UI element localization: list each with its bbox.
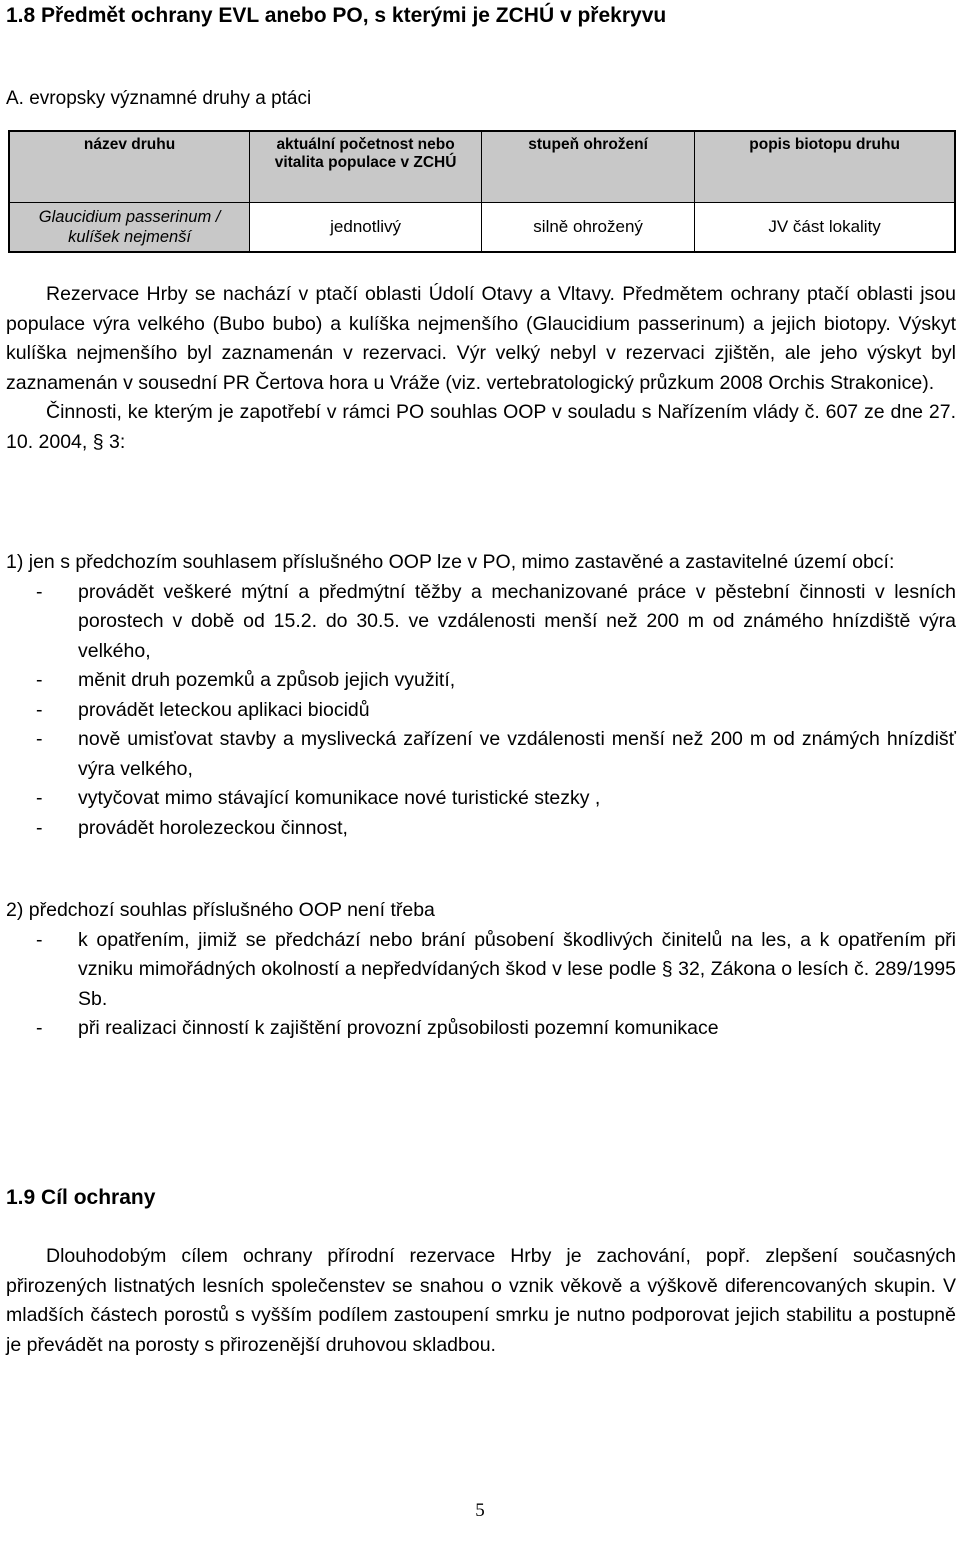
- paragraph-activities: Činnosti, ke kterým je zapotřebí v rámci PO souhlas OOP v souladu s Nařízením vlády č. 607 ze dne 27. 10. 2004, § 3:: [6, 401, 956, 453]
- species-table: [8, 130, 956, 253]
- page-number: 5: [475, 1500, 485, 1521]
- list-item-text: při realizaci činností k zajištění provozní způsobilosti pozemní komunikace: [78, 1017, 719, 1039]
- list-item-text: měnit druh pozemků a způsob jejich využití,: [78, 669, 456, 691]
- list-intro: 1) jen s předchozím souhlasem příslušného OOP lze v PO, mimo zastavěné a zastavitelné území obcí:: [6, 551, 895, 573]
- dash-bullet: -: [36, 816, 43, 839]
- list-item-text: k opatřením, jimiž se předchází nebo brání působení škodlivých činitelů na les, a k opatřením při vzniku mimořádných okolností a nepředvídaných škod v lese podle § 32, Zákona o lesích č. 289/1995 Sb.: [78, 928, 956, 1010]
- section-heading-1-8: 1.8 Předmět ochrany EVL anebo PO, s kterými je ZCHÚ v překryvu: [6, 4, 667, 27]
- list-item: [6, 926, 956, 1015]
- dash-bullet: -: [36, 698, 43, 721]
- list-item-text: provádět veškeré mýtní a předmýtní těžby a mechanizované práce v pěstební činnosti v lesních porostech v době od 15.2. do 30.5. ve vzdálenosti menší než 200 m od známého hnízdiště výra velkého,: [78, 580, 956, 662]
- list-item-text: provádět leteckou aplikaci biocidů: [78, 698, 370, 721]
- dash-bullet: -: [36, 728, 43, 750]
- dash-bullet: -: [36, 669, 43, 691]
- dash-bullet: -: [36, 580, 43, 603]
- list-item-text: nově umisťovat stavby a myslivecká zařízení ve vzdálenosti menší než 200 m od známých hnízdišť výra velkého,: [78, 728, 956, 780]
- list-item: [6, 696, 956, 726]
- list-item: [6, 814, 956, 844]
- cell-population: jednotlivý: [250, 203, 482, 253]
- list-consent-not-required: [6, 896, 956, 1044]
- column-header-habitat: popis biotopu druhu: [695, 131, 955, 203]
- paragraph-goal: [6, 1242, 956, 1360]
- list-item: [6, 578, 956, 667]
- column-header-threat-level: stupeň ohrožení: [482, 131, 695, 203]
- table-header-row: [9, 131, 955, 203]
- cell-habitat: JV část lokality: [695, 203, 955, 253]
- species-name-text: Glaucidium passerinum / kulíšek nejmenší: [38, 208, 221, 246]
- paragraph-bird-area: [6, 280, 956, 457]
- cell-species-name: [9, 203, 250, 253]
- paragraph-text: Dlouhodobým cílem ochrany přírodní rezervace Hrby je zachování, popř. zlepšení současných přirozených listnatých lesních společenstev se snahou o vznik věkově a výškově diferencovaných skupin. V mladších částech porostů s vyšším podílem zastoupení smrku je nutno podporovat jejich stabilitu a postupně je převádět na porosty s přirozenější druhovou skladbou.: [6, 1245, 956, 1356]
- section-heading-1-9: 1.9 Cíl ochrany: [6, 1186, 156, 1209]
- column-header-species-name: název druhu: [9, 131, 250, 203]
- subsection-heading-species: A. evropsky významné druhy a ptáci: [6, 88, 312, 109]
- cell-threat-level: silně ohrožený: [482, 203, 695, 253]
- list-item: [6, 784, 956, 814]
- list-item: [6, 725, 956, 784]
- list-item: [6, 666, 956, 696]
- paragraph-text: Rezervace Hrby se nachází v ptačí oblasti Údolí Otavy a Vltavy. Předmětem ochrany ptačí oblasti jsou populace výra velkého (Bubo bubo) a kulíška nejmenšího (Glaucidium passerinum) a jejich biotopy. Výskyt kulíška nejmenšího byl zaznamenán v rezervaci. Výr velký nebyl v rezervaci zjištěn, ale jeho výskyt byl zaznamenán v sousední PR Čertova hora u Vráže (viz. vertebratologický průzkum 2008 Orchis Strakonice).: [6, 283, 956, 394]
- list-item: [6, 1014, 956, 1044]
- dash-bullet: -: [36, 928, 43, 951]
- table-row: [9, 203, 955, 253]
- column-header-population: aktuální početnost nebo vitalita populace v ZCHÚ: [250, 131, 482, 203]
- list-consent-required: [6, 548, 956, 843]
- list-item-text: vytyčovat mimo stávající komunikace nové turistické stezky ,: [78, 787, 601, 809]
- dash-bullet: -: [36, 787, 43, 809]
- dash-bullet: -: [36, 1017, 43, 1039]
- list-intro: 2) předchozí souhlas příslušného OOP není třeba: [6, 899, 435, 921]
- list-item-text: provádět horolezeckou činnost,: [78, 816, 348, 839]
